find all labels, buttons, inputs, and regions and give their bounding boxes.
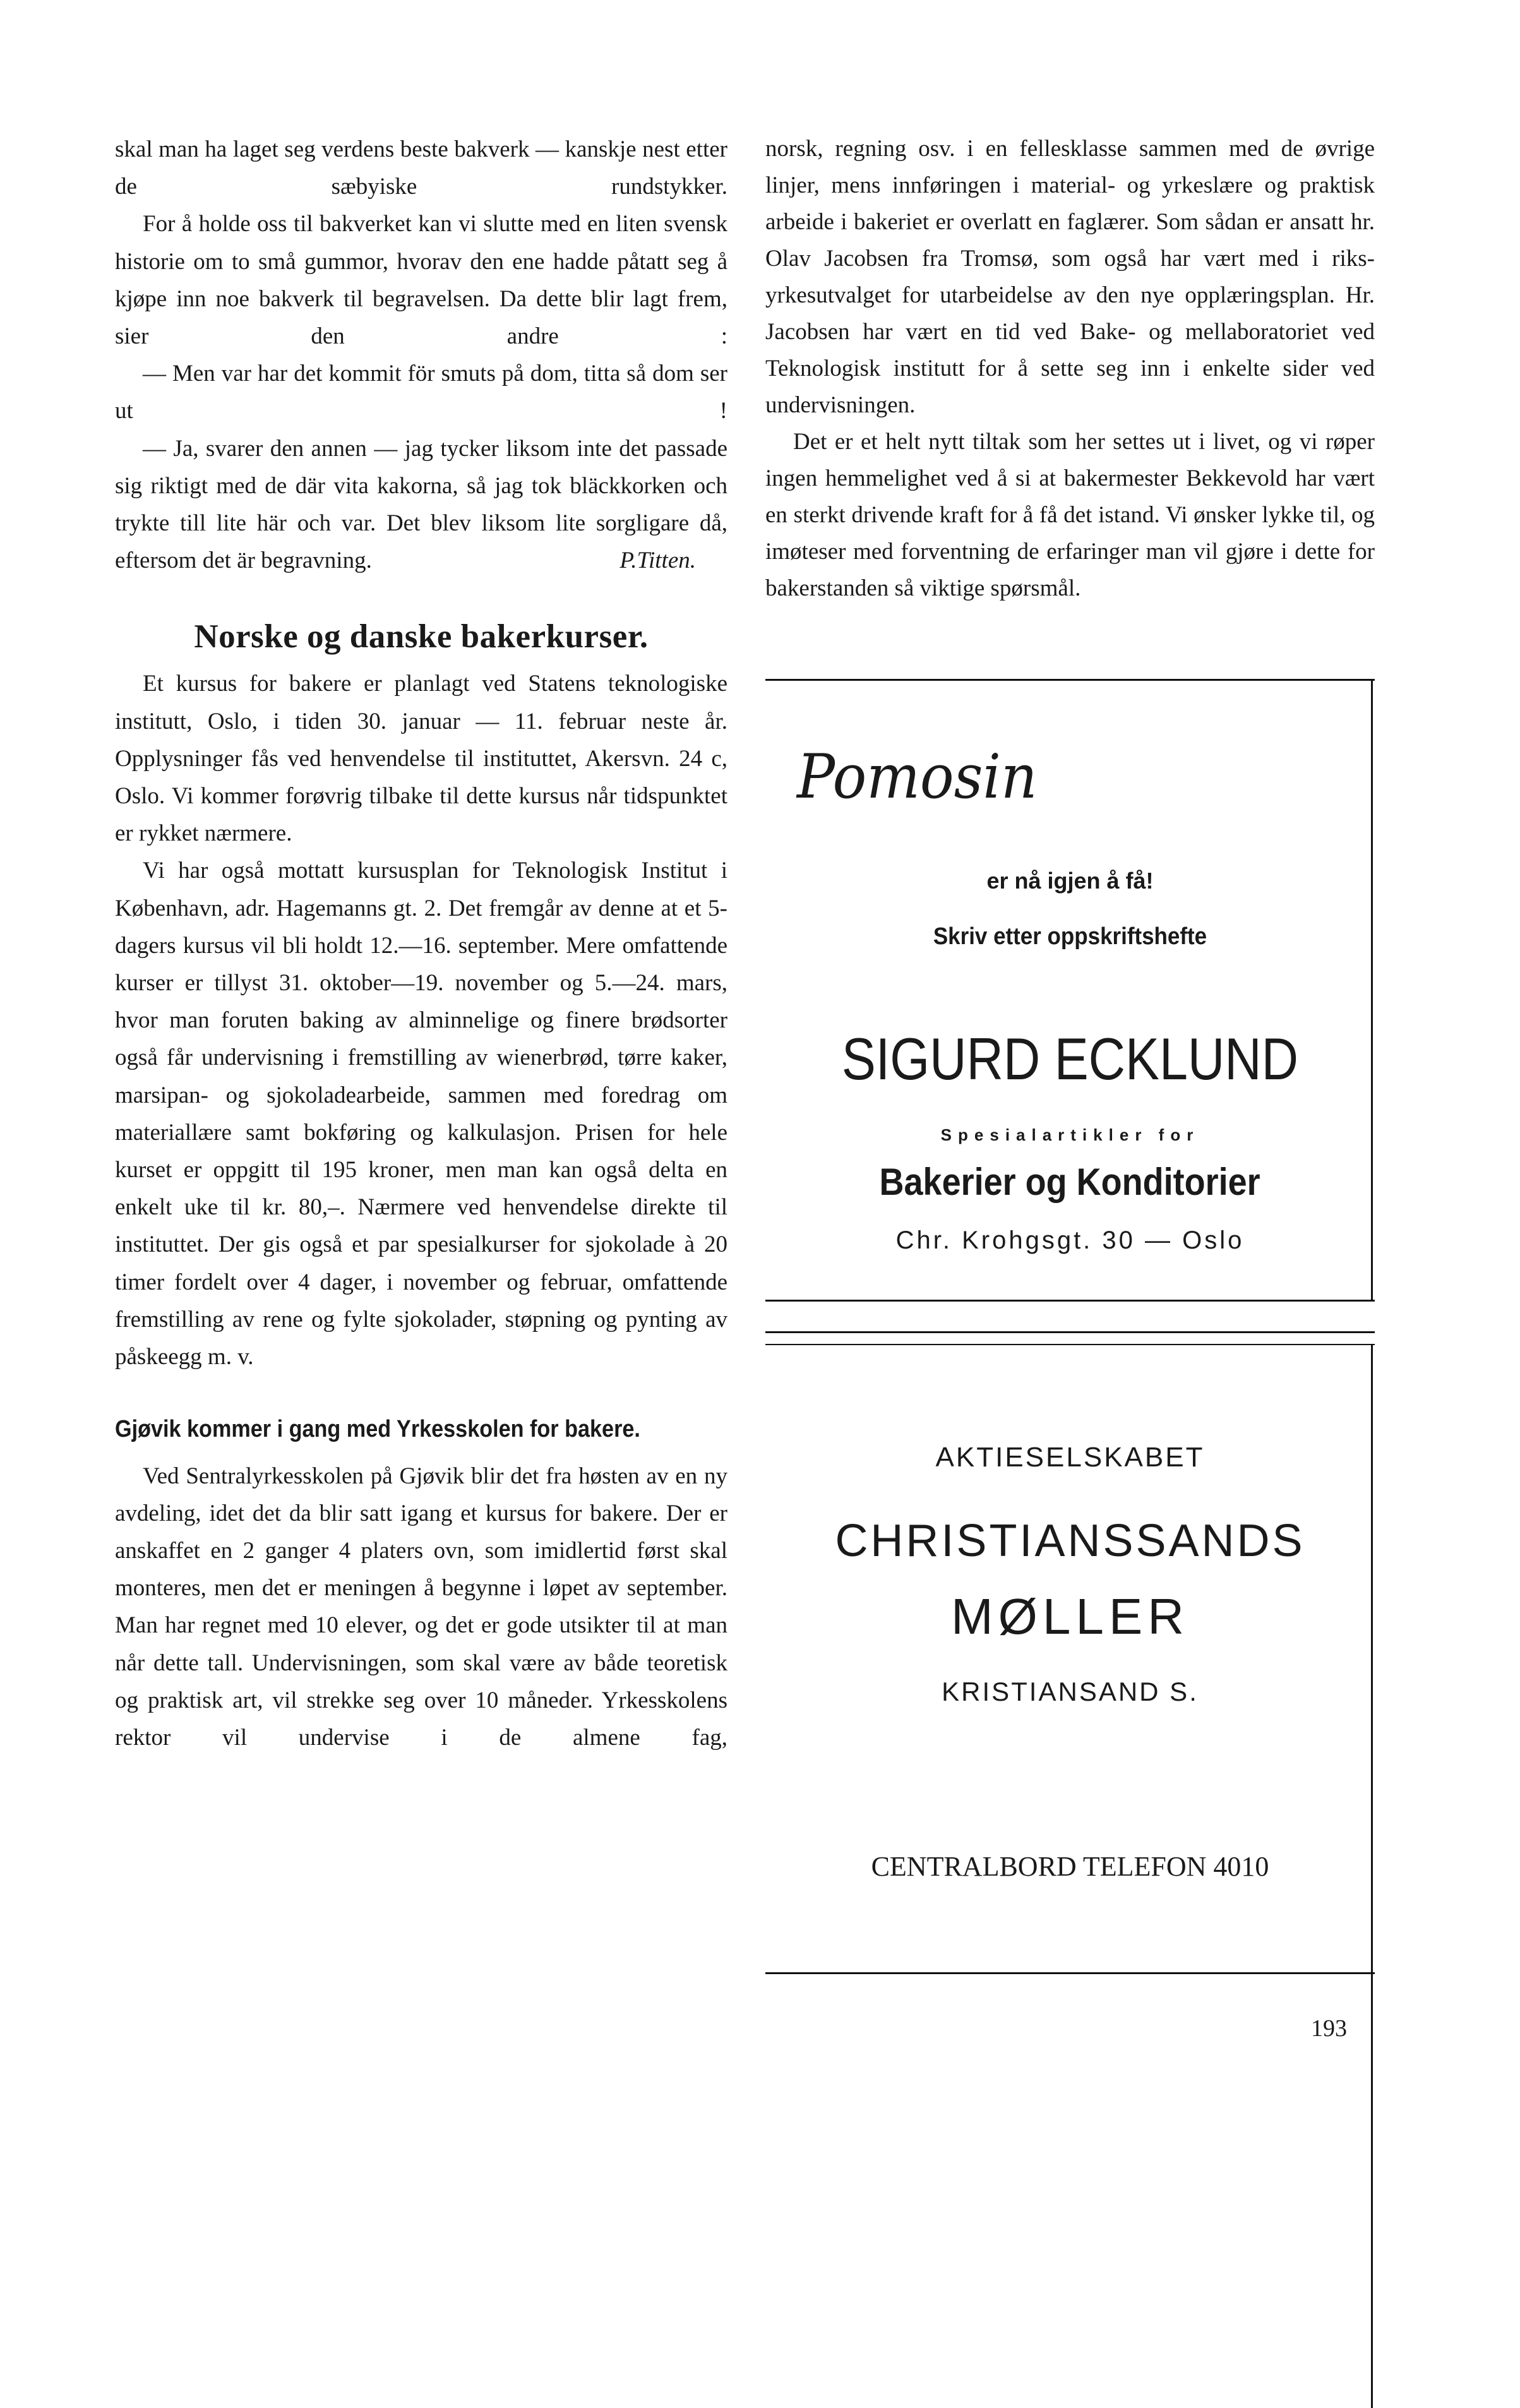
ad-tagline: Spesialartikler for [940,1125,1200,1144]
article-titten [115,131,727,579]
heading-bakerkurser: Norske og danske bakerkurser. [194,618,649,656]
right-column [765,131,1375,607]
ad-specialty-text: Bakerier og Konditorier [879,1161,1261,1203]
ad-right-rule [1371,681,1373,1301]
ad-company-name [765,1024,1375,1094]
moller-location: KRISTIANSAND S. [942,1677,1199,1706]
ad-line-recipe-text: Skriv etter oppskriftshefte [933,923,1207,950]
ad-top-rule-inner [765,1344,1375,1345]
ad-company-name-text: SIGURD ECKLUND [841,1026,1299,1092]
paragraph: Et kursus for bakere er planlagt ved Statens teknologiske institutt, Oslo, i tiden 30. januar — 11. februar neste år. Opplysninger fås ved henvendelse til instituttet, Akersvn. 24 c, Oslo. Vi kommer forøvrig tilbake til dette kursus når tidspunktet er rykket nærmere. [115,671,727,847]
paragraph: For å holde oss til bakverket kan vi slutte med en liten svensk historie om to små gummor, hvorav den ene hadde påtatt seg å kjøpe inn noe bakverk til begravelsen. Da dette blir lagt frem, sier den andre : [115,211,727,350]
signature: P.Titten. [619,548,696,574]
ad-line-available: er nå igjen å få! [986,868,1154,894]
ad-top-rule [765,1331,1375,1333]
article-gjovik [115,1458,727,1757]
pomosin-logo: Pomosin [797,741,1038,812]
moller-phone: CENTRALBORD TELEFON 4010 [871,1851,1269,1882]
moller-name-line2: MØLLER [951,1588,1189,1644]
paragraph: — Men var har det kommit för smuts på dom, titta så dom ser ut ! [115,361,727,424]
paragraph-text: — Ja, svarer den annen — jag tycker liksom inte det passade sig riktigt med de där vita kakorna, så jag tok bläckkorken och trykte till lite här och var. Det blev liksom lite sorgligare då, eftersom det är begravning. [115,435,727,574]
ad-bottom-rule [765,1972,1375,1974]
heading-gjovik: Gjøvik kommer i gang med Yrkesskolen for bakere. [115,1416,640,1443]
left-column [115,131,727,1756]
moller-name-line1: CHRISTIANSSANDS [835,1516,1305,1566]
ad-line-recipe [765,923,1375,950]
ad-bottom-rule [765,1300,1375,1302]
paragraph: Det er et helt nytt tiltak som her settes ut i livet, og vi røper ingen hemmelighet ved å si at bakermester Bekkevold har vært en sterkt drivende kraft for å få det istand. Vi ønsker lykke til, og imøteser med forventning de erfaringer man vil gjøre i dette for bakerstanden så viktige spørsmål. [765,429,1375,601]
paragraph: skal man ha laget seg verdens beste bakverk — kanskje nest etter de sæbyiske rundstykker. [115,136,727,200]
paragraph: Ved Sentralyrkesskolen på Gjøvik blir det fra høsten av en ny avdeling, idet det da blir satt igang et kursus for bakere. Der er anskaffet en 2 ganger 4 platers ovn, som imidlertid først skal monteres, men det er meningen å begynne i løpet av september. Man har regnet med 10 elever, og det er gode utsikter til at man når dette tall. Undervisningen, som skal være av både teoretisk og praktisk art, vil strekke seg over 10 måneder. Yrkesskolens rektor vil undervise i de almene fag, [115,1463,727,1751]
moller-company-type: AKTIESELSKABET [935,1442,1205,1473]
page-number: 193 [1311,2015,1347,2042]
ad-address: Chr. Krohgsgt. 30 — Oslo [895,1226,1245,1254]
ad-specialty [765,1157,1375,1207]
paragraph: norsk, regning osv. i en fellesklasse sammen med de øvrige linjer, mens innføringen i material- og yrkeslære og praktisk arbeide i bakeriet er overlatt en faglærer. Som sådan er ansatt hr. Olav Jacobsen fra Tromsø, som også har vært med i riksyrkesutvalget for utarbeidelse av den nye opplæringsplan. Hr. Jacobsen har vært en tid ved Bake- og mellaboratoriet ved Teknologisk institutt for å sette seg inn i enkelte sider ved undervisningen. [765,136,1375,418]
ad-top-rule [765,679,1375,681]
paragraph: Vi har også mottatt kursusplan for Teknologisk Institut i København, adr. Hagemanns gt. 2. Det fremgår av denne at et 5-dagers kursus vil bli holdt 12.—16. september. Mere omfattende kurser er tillyst 31. oktober—19. november og 5.—24. mars, hvor man foruten baking av alminnelige og finere brødsorter også får undervisning i fremstilling av wienerbrød, tørre kaker, marsipan- og sjokoladearbeide, sammen med foredrag om materiallære samt bokføring og kalkulasjon. Prisen for hele kurset er oppgitt til 195 kroner, men man kan også delta en enkelt uke til kr. 80,–. Nærmere ved henvendelse direkte til instituttet. Der gis også et par spesialkurser for sjokolade à 20 timer fordelt over 4 dager, i november og februar, omfattende fremstilling av rene og fylte sjokolader, støpning og pynting av påskeegg m. v. [115,858,727,1370]
paragraph [115,430,727,580]
article-bakerkurser [115,665,727,1375]
